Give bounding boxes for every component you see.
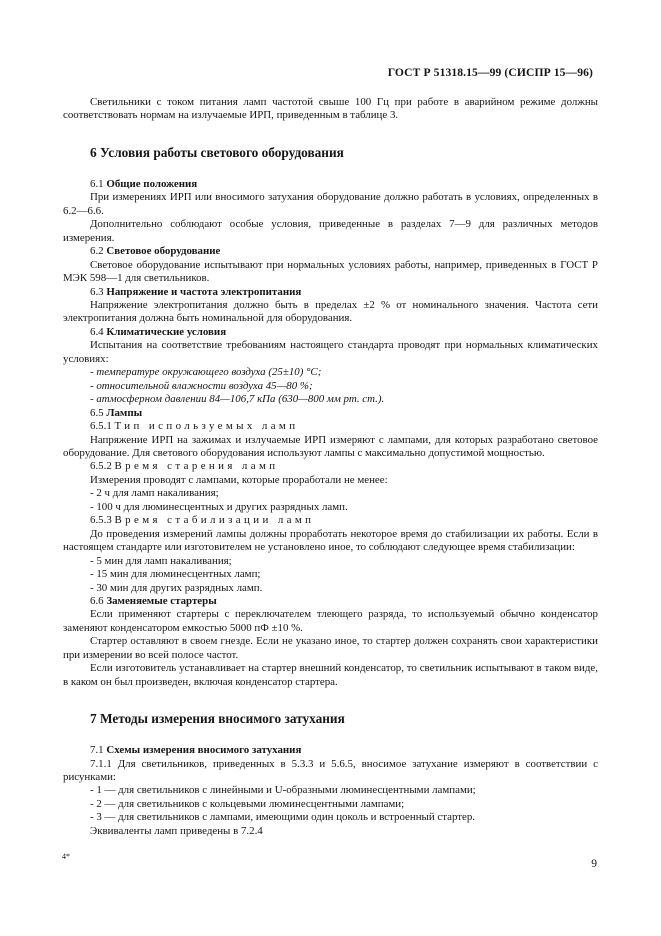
- subsection-6-5-2-heading: [90, 460, 598, 473]
- list-item: - атмосферном давлении 84—106,7 кПа (630—800 мм рт. ст.).: [90, 393, 385, 406]
- subsection-title: Заменяемые стартеры: [106, 594, 217, 607]
- paragraph: Дополнительно соблюдают особые условия, приведенные в разделах 7—9 для различных методов измерения.: [63, 218, 598, 244]
- subsection-6-1-heading: [90, 178, 598, 191]
- subsection-7-1-heading: [90, 744, 598, 757]
- subsection-number: 6.5.1: [90, 420, 112, 433]
- subsection-number: 6.5: [90, 406, 104, 419]
- paragraph: Световое оборудование испытывают при нормальных условиях работы, например, приведенных в ГОСТ Р МЭК 598—1 для светильников.: [63, 258, 598, 285]
- list-item: - 30 мин для других разрядных ламп.: [90, 581, 263, 594]
- paragraph: Испытания на соответствие требованиям настоящего стандарта проводят при нормальных климатических условиях:: [63, 339, 598, 365]
- subsection-6-3-heading: [90, 286, 598, 299]
- subsection-6-2-heading: [90, 245, 598, 258]
- subsection-title: Тип используемых ламп: [114, 420, 299, 433]
- page-body: [63, 96, 598, 838]
- list-item: - относительной влажности воздуха 45—80 %;: [90, 379, 313, 392]
- list-item: - 3 — для светильников с лампами, имеющими один цоколь и встроенный стартер.: [90, 811, 476, 824]
- subsection-number: 6.3: [90, 285, 104, 298]
- section-7-title: 7 Методы измерения вносимого затухания: [90, 711, 345, 727]
- paragraph: Измерения проводят с лампами, которые проработали не менее:: [90, 473, 388, 486]
- list-item: - 5 мин для ламп накаливания;: [90, 554, 232, 567]
- subsection-6-5-heading: [90, 407, 598, 420]
- subsection-6-6-heading: [90, 595, 598, 608]
- list-item: - температуре окружающего воздуха (25±10) °С;: [90, 366, 322, 379]
- subsection-number: 6.5.3: [90, 514, 112, 527]
- list-item: - 2 — для светильников с кольцевыми люминесцентными лампами;: [90, 797, 405, 810]
- list-item: - 1 — для светильников с линейными и U-образными люминесцентными лампами;: [90, 784, 476, 797]
- subsection-title: Лампы: [106, 406, 143, 419]
- paragraph: До проведения измерений лампы должны проработать некоторое время до стабилизации их работы. Если в настоящем стандарте или изготовителем не установлено иное, то соблюдают следующее время стабилизации:: [63, 527, 598, 554]
- subsection-6-5-1-heading: [90, 420, 598, 433]
- section-6-title: 6 Условия работы светового оборудования: [90, 144, 344, 160]
- paragraph: Стартер оставляют в своем гнезде. Если не указано иное, то стартер должен сохранять свои характеристики при измерении во всей полосе частот.: [63, 635, 598, 661]
- subsection-title: Общие положения: [106, 177, 198, 190]
- subsection-title: Напряжение и частота электропитания: [106, 285, 302, 298]
- sheet-mark: 4*: [62, 852, 70, 861]
- paragraph: 7.1.1 Для светильников, приведенных в 5.3.3 и 5.6.5, вносимое затухание измеряют в соответствии с рисунками:: [63, 757, 598, 784]
- page-number: 9: [591, 858, 597, 870]
- paragraph: Напряжение электропитания должно быть в пределах ±2 % от номинального значения. Частота сети электропитания должна быть номинальной для оборудования.: [63, 298, 598, 325]
- list-item: - 15 мин для люминесцентных ламп;: [90, 568, 261, 581]
- paragraph: Эквиваленты ламп приведены в 7.2.4: [90, 824, 263, 837]
- subsection-number: 6.6: [90, 594, 104, 607]
- subsection-number: 6.1: [90, 177, 104, 190]
- subsection-6-5-3-heading: [90, 514, 598, 527]
- paragraph: Если применяют стартеры с переключателем тлеющего разряда, то используемый обычно конденсатор заменяют конденсатором емкостью 5000 пФ ±10 %.: [63, 608, 598, 634]
- subsection-title: Время старения ламп: [114, 460, 279, 473]
- paragraph: При измерениях ИРП или вносимого затухания оборудование должно работать в условиях, определенных в 6.2—6.6.: [63, 191, 598, 217]
- subsection-title: Схемы измерения вносимого затухания: [106, 744, 302, 757]
- subsection-number: 6.4: [90, 325, 104, 338]
- paragraph: Напряжение ИРП на зажимах и излучаемые ИРП измеряют с лампами, для которых разработано световое оборудование. Для светового оборудования используют лампы с максимально допустимой мощностью.: [63, 433, 598, 459]
- subsection-number: 6.2: [90, 245, 104, 258]
- subsection-title: Климатические условия: [106, 325, 227, 338]
- intro-paragraph: Светильники с током питания ламп частотой свыше 100 Гц при работе в аварийном режиме должны соответствовать нормам на излучаемые ИРП, приведенным в таблице 3.: [63, 96, 598, 122]
- subsection-title: Световое оборудование: [106, 245, 221, 258]
- page-header: ГОСТ Р 51318.15—99 (СИСПР 15—96): [387, 66, 593, 79]
- paragraph: Если изготовитель устанавливает на стартер внешний конденсатор, то светильник испытывают в таком виде, в каком он был произведен, включая конденсатор стартера.: [63, 662, 598, 688]
- list-item: - 100 ч для люминесцентных и других разрядных ламп.: [90, 500, 348, 513]
- subsection-6-4-heading: [90, 326, 598, 339]
- subsection-title: Время стабилизации ламп: [114, 514, 315, 527]
- subsection-number: 6.5.2: [90, 460, 112, 473]
- subsection-number: 7.1: [90, 744, 104, 757]
- list-item: - 2 ч для ламп накаливания;: [90, 487, 219, 500]
